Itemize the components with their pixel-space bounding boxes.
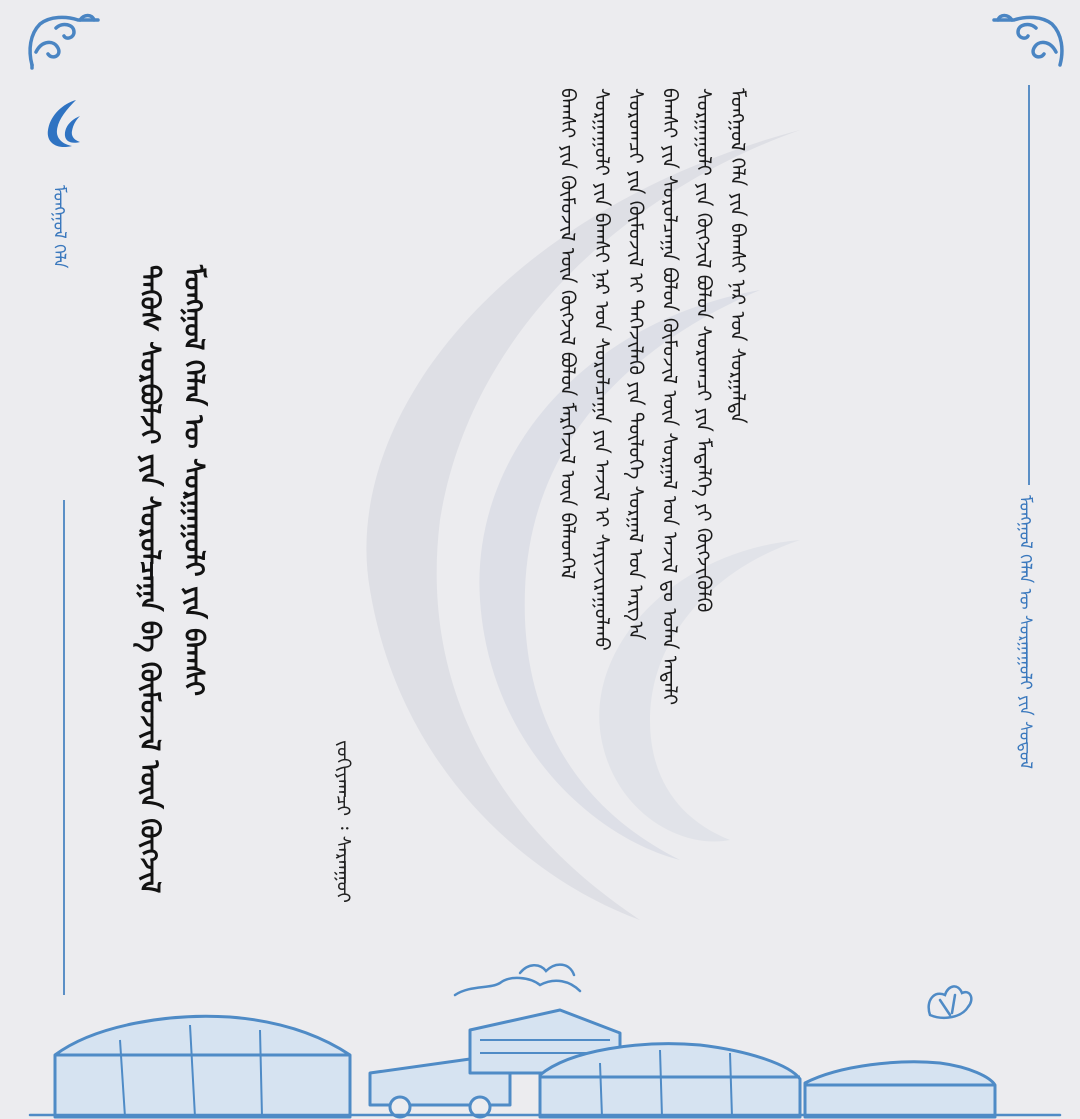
watermark-logo (330, 120, 830, 930)
body-line-4: ᠰᠤᠷᠤᠭᠴᠢ ᠶᠢᠨ ᠬᠦᠮᠦᠵᠢᠯ ᠢ ᠳᠡᠭᠡᠵᠢᠯᠡᠬᠦ ᠶᠢᠨ ᠲᠥᠯᠥᠭᠡ ᠰᠤᠷᠭᠠᠯ ᠤᠨ ᠠᠷᠭ᠎ᠠ (624, 88, 648, 641)
right-divider-line-top (1028, 85, 1030, 485)
title-line-1: ᠮᠣᠩᠭᠣᠯ ᠬᠡᠯᠡᠨ ᠦ ᠰᠤᠷᠭᠠᠭᠤᠯᠢ ᠶᠢᠨ ᠪᠠᠭᠰᠢ (178, 265, 209, 696)
left-sidebar-label: ᠮᠣᠩᠭᠣᠯ ᠬᠡᠯᠡ (49, 185, 69, 269)
left-divider-line (63, 500, 65, 995)
title-line-2: ᠲᠡᠭᠦᠰ ᠰᠤᠷᠪᠤᠯᠵᠢ ᠶᠢᠨ ᠰᠤᠷᠤᠯᠴᠠᠭᠠ ᠪᠠ ᠬᠦᠮᠦᠵᠢᠯ ᠦᠨ ᠬᠥᠭᠵᠢᠯ (134, 265, 165, 894)
ornament-corner-top-left-icon (22, 10, 104, 72)
body-line-3: ᠪᠠᠭᠰᠢ ᠶᠢᠨ ᠰᠤᠷᠤᠯᠴᠠᠭᠠ ᠪᠣᠯᠤᠨ ᠬᠦᠮᠦᠵᠢᠯ ᠦᠨ ᠰᠤᠷᠭᠠᠯ ᠤᠨ ᠠᠵᠢᠯ ᠳᠤ ᠣᠯᠠᠨ ᠠᠳᠠᠯᠢ (658, 88, 682, 706)
brand-logo-icon (42, 98, 84, 150)
author-byline: ᠵᠣᠬᠢᠶᠠᠭᠴᠢ ᠄ ᠰᠠᠷᠠᠨᠭᠤᠢ (332, 740, 354, 903)
body-line-1: ᠮᠣᠩᠭᠣᠯ ᠬᠡᠯᠡ ᠶᠢᠨ ᠪᠠᠭᠰᠢ ᠨᠠᠷ ᠤᠨ ᠰᠤᠷᠭᠠᠯᠳᠠ (726, 88, 750, 424)
right-sidebar-label: ᠮᠣᠩᠭᠣᠯ ᠬᠡᠯᠡᠨ ᠦ ᠰᠤᠷᠭᠠᠭᠤᠯᠢ ᠶᠢᠨ ᠰᠤᠳᠤᠯ (1015, 495, 1035, 770)
body-line-2: ᠰᠤᠷᠭᠠᠭᠤᠯᠢ ᠶᠢᠨ ᠬᠥᠭᠵᠢᠯ ᠪᠣᠯᠤᠨ ᠰᠤᠷᠤᠭᠴᠢ ᠶᠢᠨ ᠮᠡᠳᠡᠯᠭᠡ ᠶᠢ ᠬᠥᠭᠵᠢᠭᠦᠯᠬᠦ (692, 88, 716, 613)
yurt-landscape-illustration (0, 955, 1080, 1119)
body-line-5: ᠰᠤᠷᠭᠠᠭᠤᠯᠢ ᠶᠢᠨ ᠪᠠᠭᠰᠢ ᠨᠠᠷ ᠤᠨ ᠰᠤᠷᠤᠯᠴᠠᠭᠠ ᠶᠢᠨ ᠠᠵᠢᠯ ᠢ ᠰᠠᠶᠢᠵᠢᠷᠠᠭᠤᠯᠬᠤ (590, 88, 614, 651)
body-line-6: ᠪᠠᠭᠰᠢ ᠶᠢᠨ ᠬᠦᠮᠦᠵᠢᠯ ᠦᠨ ᠬᠥᠭᠵᠢᠯ ᠪᠣᠯᠤᠨ ᠮᠡᠷᠭᠡᠵᠢᠯ ᠦᠨ ᠪᠡᠯᠡᠳᠬᠡᠯ (556, 88, 580, 580)
ornament-corner-top-right-icon (988, 10, 1070, 72)
